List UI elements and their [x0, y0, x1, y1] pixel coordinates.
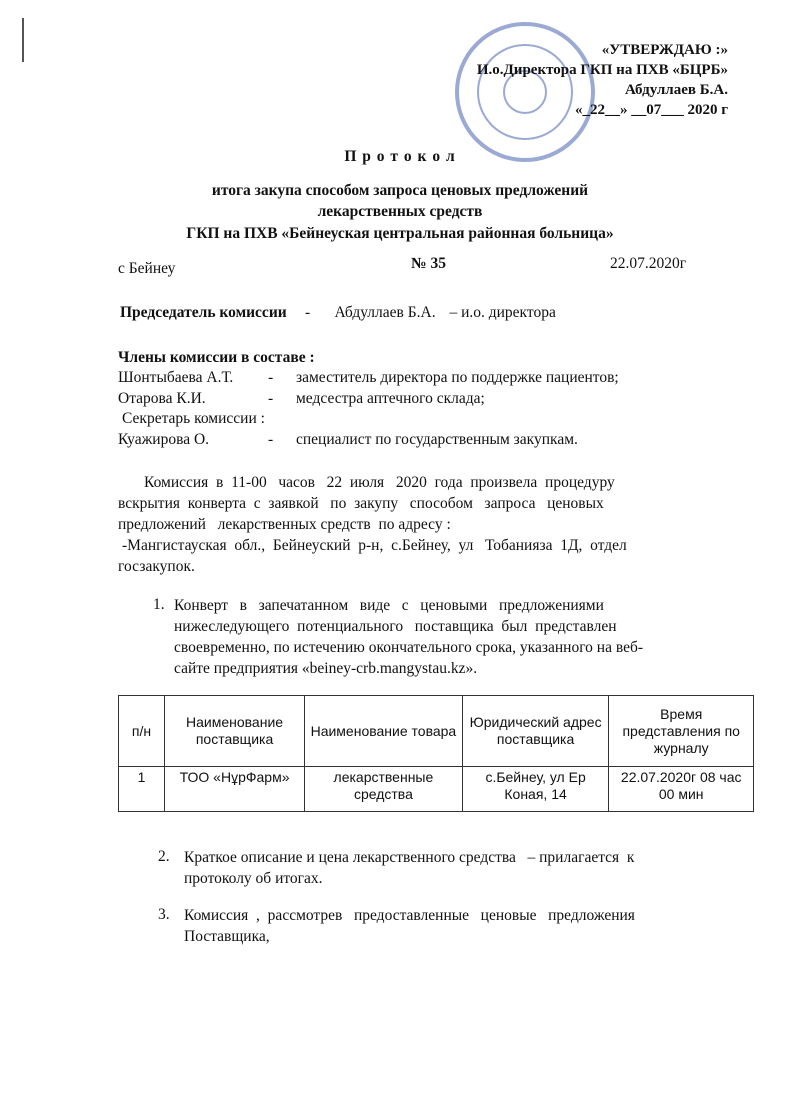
protocol-number: № 35 [411, 255, 446, 272]
official-seal-stamp [455, 22, 595, 162]
document-title: П р о т о к о л [344, 148, 456, 165]
col-header-product: Наименование товара [305, 696, 463, 767]
item-number: 1. [153, 596, 165, 613]
cell-time: 22.07.2020г 08 час 00 мин [609, 767, 754, 812]
cell-number: 1 [119, 767, 165, 812]
document-subtitle-1: итога закупа способом запроса ценовых предложений [211, 182, 589, 199]
intro-line-3: предложений лекарственных средств по адресу : [118, 516, 451, 533]
item-3-line: Поставщика, [184, 928, 270, 945]
item-1-line: нижеследующего потенциального поставщика был представлен [174, 618, 617, 635]
protocol-date: 22.07.2020г [610, 255, 687, 272]
secretary-label: Секретарь комиссии : [122, 410, 265, 427]
secretary-dash: - [268, 431, 274, 448]
place: с Бейнеу [118, 260, 176, 277]
intro-line-1: Комиссия в 11-00 часов 22 июля 2020 года произвела процедуру [144, 474, 615, 491]
approval-heading: «УТВЕРЖДАЮ :» [601, 42, 728, 58]
supplier-table [118, 695, 754, 812]
member-role: заместитель директора по поддержке пациентов; [296, 369, 619, 386]
approval-name: Абдуллаев Б.А. [624, 82, 728, 98]
item-3-line: Комиссия , рассмотрев предоставленные ценовые предложения [184, 907, 635, 924]
margin-pen-mark [22, 18, 24, 62]
cell-supplier: ТОО «НұрФарм» [164, 767, 304, 812]
member-row [118, 390, 758, 408]
item-number: 2. [158, 848, 170, 865]
approval-date: «_22__» __07___ 2020 г [574, 102, 728, 118]
document-subtitle-3: ГКП на ПХВ «Бейнеуская центральная районная больница» [186, 225, 614, 242]
item-1-line: сайте предприятия «beiney-crb.mangystau.kz». [174, 660, 478, 677]
chair-label: Председатель комиссии [120, 304, 287, 321]
member-role: медсестра аптечного склада; [296, 390, 485, 407]
chair-line [120, 304, 556, 322]
member-row [118, 369, 758, 387]
member-name: Шонтыбаева А.Т. [118, 369, 234, 386]
secretary-name: Куажирова О. [118, 431, 210, 448]
chair-dash: - [304, 304, 311, 321]
col-header-number: п/н [119, 696, 165, 767]
member-dash: - [268, 390, 274, 407]
col-header-supplier: Наименование поставщика [164, 696, 304, 767]
col-header-time: Время представления по журналу [609, 696, 754, 767]
member-name: Отарова К.И. [118, 390, 206, 407]
members-label: Члены комиссии в составе : [118, 349, 315, 366]
item-2-line: Краткое описание и цена лекарственного средства – прилагается к [184, 849, 635, 866]
secretary-row [118, 431, 758, 449]
intro-line-4: -Мангистауская обл., Бейнеуский р-н, с.Бейнеу, ул Тобанияза 1Д, отдел [122, 537, 627, 554]
item-number: 3. [158, 906, 170, 923]
item-1-line: Конверт в запечатанном виде с ценовыми предложениями [174, 597, 604, 614]
chair-role: – и.о. директора [449, 304, 556, 321]
intro-line-2: вскрытия конверта с заявкой по закупу способом запроса ценовых [118, 495, 604, 512]
col-header-address: Юридический адрес поставщика [462, 696, 609, 767]
cell-product: лекарственные средства [305, 767, 463, 812]
table-row [119, 767, 754, 812]
cell-address: с.Бейнеу, ул Ер Коная, 14 [462, 767, 609, 812]
document-subtitle-2: лекарственных средств [317, 203, 483, 220]
intro-line-5: госзакупок. [118, 558, 195, 575]
item-2-line: протоколу об итогах. [184, 870, 323, 887]
secretary-role: специалист по государственным закупкам. [296, 431, 578, 448]
member-dash: - [268, 369, 274, 386]
item-1-line: своевременно, по истечению окончательного срока, указанного на веб- [174, 639, 644, 656]
approval-position: И.о.Директора ГКП на ПХВ «БЦРБ» [476, 62, 728, 78]
table-header-row [119, 696, 754, 767]
chair-name: Абдуллаев Б.А. [334, 304, 436, 321]
